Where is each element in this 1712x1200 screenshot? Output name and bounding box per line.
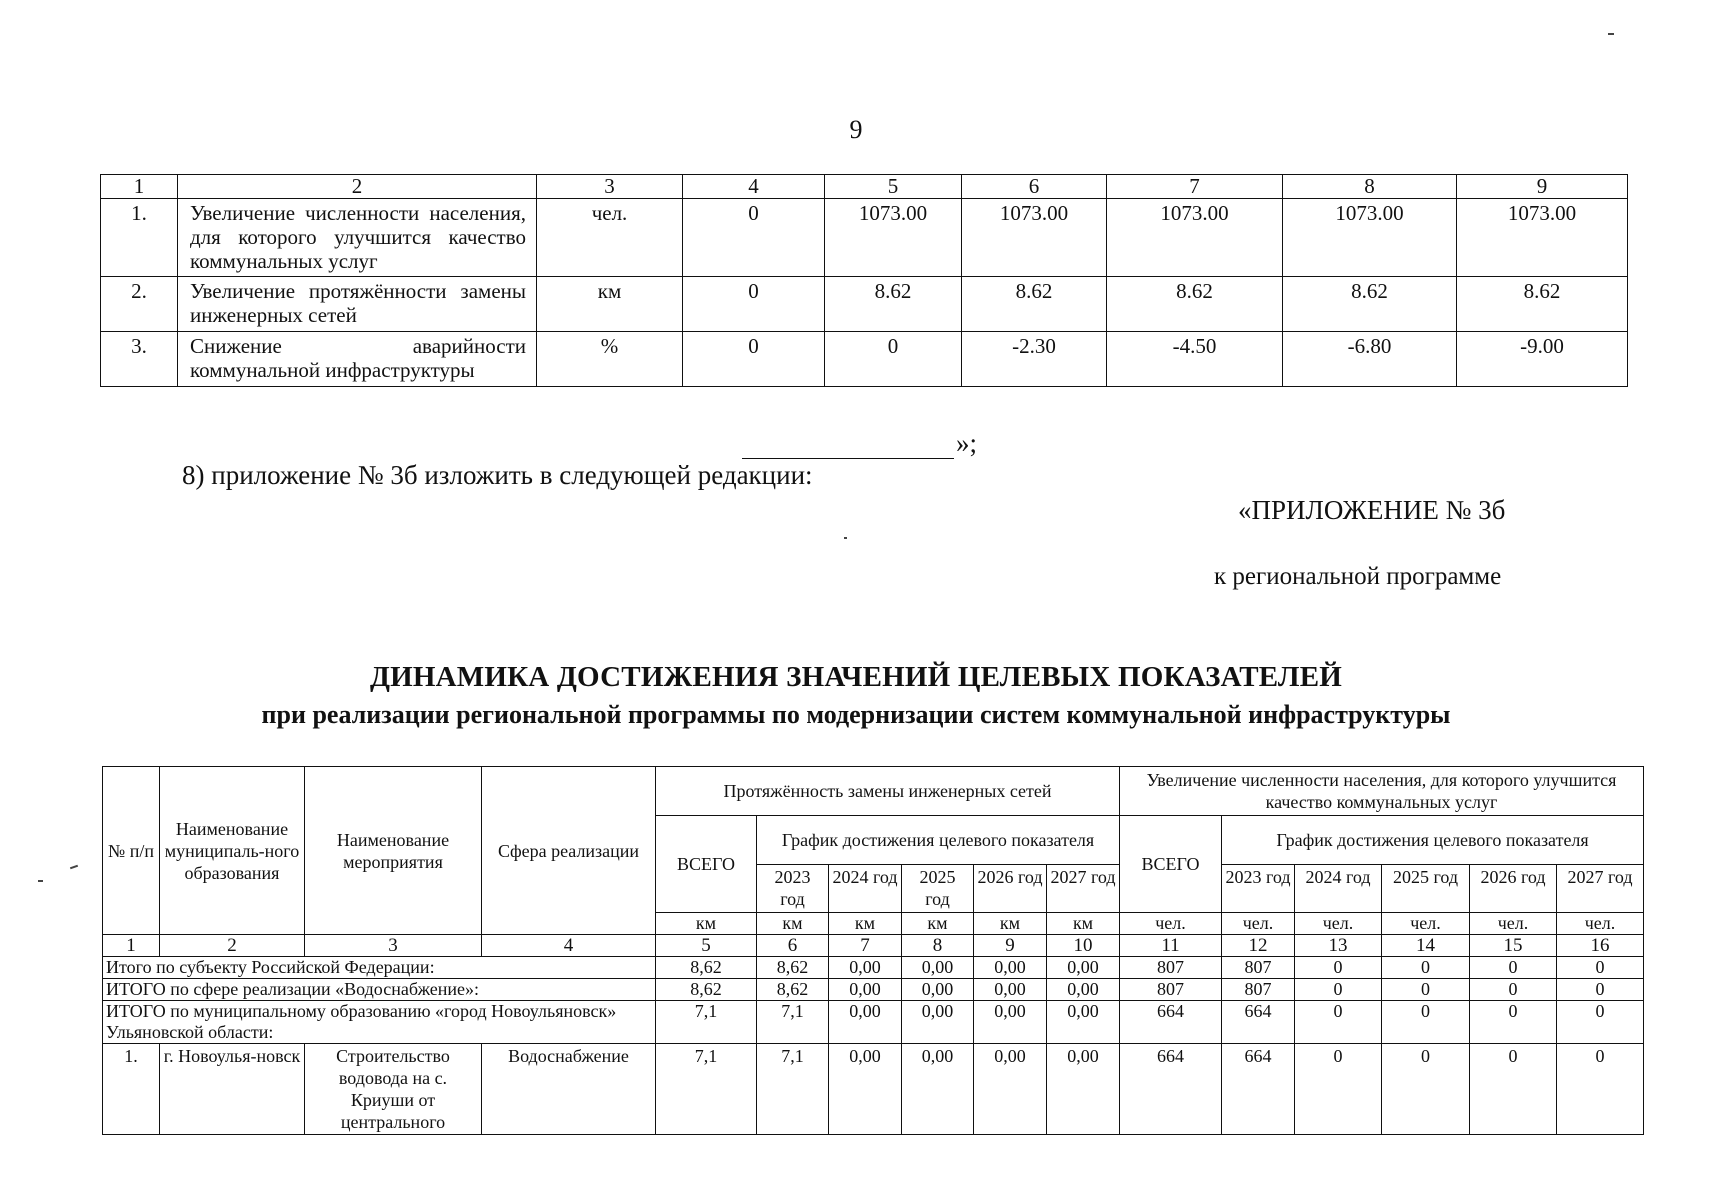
value-cell: 0 bbox=[1295, 1044, 1382, 1135]
row-number: 2. bbox=[101, 277, 178, 332]
summary-label: Итого по субъекту Российской Федерации: bbox=[103, 957, 656, 979]
value-cell: 1073.00 bbox=[825, 199, 962, 277]
value-cell: 1073.00 bbox=[1107, 199, 1283, 277]
municipality-name: г. Новоулья-новск bbox=[160, 1044, 305, 1135]
value-cell: 0 bbox=[1557, 957, 1644, 979]
year-header: 2023 год bbox=[1222, 865, 1295, 913]
value-cell: 807 bbox=[1120, 957, 1222, 979]
value-cell: 0 bbox=[683, 332, 825, 387]
value-cell: 664 bbox=[1120, 1001, 1222, 1044]
value-cell: 0,00 bbox=[902, 957, 974, 979]
scan-speck bbox=[844, 537, 847, 539]
value-cell: 0,00 bbox=[974, 957, 1047, 979]
document-title: ДИНАМИКА ДОСТИЖЕНИЯ ЗНАЧЕНИЙ ЦЕЛЕВЫХ ПОКАЗАТЕЛЕЙ bbox=[369, 661, 1343, 693]
header-number: № п/п bbox=[103, 767, 160, 935]
value-cell: 0,00 bbox=[1047, 1044, 1120, 1135]
column-number: 2 bbox=[160, 935, 305, 957]
value-cell: 1073.00 bbox=[962, 199, 1107, 277]
page-number: 9 bbox=[849, 115, 863, 144]
column-number: 6 bbox=[757, 935, 829, 957]
scan-speck bbox=[70, 865, 78, 870]
unit: % bbox=[537, 332, 683, 387]
header-sphere: Сфера реализации bbox=[482, 767, 656, 935]
value-cell: 0,00 bbox=[974, 1044, 1047, 1135]
column-number: 4 bbox=[683, 175, 825, 199]
unit-km: км bbox=[902, 913, 974, 935]
value-cell: -6.80 bbox=[1283, 332, 1457, 387]
table-header-row bbox=[101, 175, 1628, 199]
value-cell: -9.00 bbox=[1457, 332, 1628, 387]
column-number: 13 bbox=[1295, 935, 1382, 957]
column-number: 16 bbox=[1557, 935, 1644, 957]
value-cell: 8,62 bbox=[757, 979, 829, 1001]
column-number: 1 bbox=[103, 935, 160, 957]
value-cell: 0,00 bbox=[902, 1044, 974, 1135]
value-cell: 0,00 bbox=[1047, 957, 1120, 979]
value-cell: 0 bbox=[1382, 979, 1470, 1001]
value-cell: 0,00 bbox=[829, 979, 902, 1001]
year-header: 2023 год bbox=[757, 865, 829, 913]
value-cell: 0,00 bbox=[902, 1001, 974, 1044]
value-cell: 664 bbox=[1222, 1001, 1295, 1044]
value-cell: 8.62 bbox=[962, 277, 1107, 332]
unit: км bbox=[537, 277, 683, 332]
year-header: 2027 год bbox=[1557, 865, 1644, 913]
year-header: 2027 год bbox=[1047, 865, 1120, 913]
summary-row bbox=[103, 979, 1644, 1001]
unit-km: км bbox=[974, 913, 1047, 935]
value-cell: 0 bbox=[1557, 979, 1644, 1001]
unit-km: км bbox=[829, 913, 902, 935]
summary-row bbox=[103, 1001, 1644, 1044]
value-cell: 0 bbox=[1470, 1044, 1557, 1135]
row-number: 3. bbox=[101, 332, 178, 387]
unit-people: чел. bbox=[1120, 913, 1222, 935]
column-number: 7 bbox=[1107, 175, 1283, 199]
value-cell: 8,62 bbox=[656, 979, 757, 1001]
value-cell: -4.50 bbox=[1107, 332, 1283, 387]
unit-people: чел. bbox=[1557, 913, 1644, 935]
table-row bbox=[101, 277, 1628, 332]
header-schedule-km: График достижения целевого показателя bbox=[757, 816, 1120, 865]
value-cell: 0,00 bbox=[974, 1001, 1047, 1044]
indicator-name: Увеличение численности населения, для которого улучшится качество коммунальных услуг bbox=[178, 199, 537, 277]
value-cell: 807 bbox=[1222, 957, 1295, 979]
value-cell: 1073.00 bbox=[1457, 199, 1628, 277]
table-header-row bbox=[103, 767, 1644, 816]
row-number: 1. bbox=[101, 199, 178, 277]
header-network-length: Протяжённость замены инженерных сетей bbox=[656, 767, 1120, 816]
value-cell: 0 bbox=[1382, 1044, 1470, 1135]
value-cell: 0 bbox=[1382, 1001, 1470, 1044]
column-number: 6 bbox=[962, 175, 1107, 199]
unit-km: км bbox=[656, 913, 757, 935]
unit-people: чел. bbox=[1222, 913, 1295, 935]
value-cell: 8.62 bbox=[825, 277, 962, 332]
value-cell: 0 bbox=[683, 277, 825, 332]
unit-people: чел. bbox=[1470, 913, 1557, 935]
value-cell: 0,00 bbox=[902, 979, 974, 1001]
quote-end bbox=[742, 428, 977, 459]
unit-people: чел. bbox=[1295, 913, 1382, 935]
column-number: 14 bbox=[1382, 935, 1470, 957]
summary-label: ИТОГО по муниципальному образованию «город Новоульяновск» Ульяновской области: bbox=[103, 1001, 656, 1044]
sphere-name: Водоснабжение bbox=[482, 1044, 656, 1135]
value-cell: 0 bbox=[1557, 1044, 1644, 1135]
scan-speck bbox=[38, 880, 43, 882]
appendix-title: «ПРИЛОЖЕНИЕ № 3б bbox=[1238, 495, 1506, 525]
dynamics-table bbox=[102, 766, 1644, 1135]
instruction-text: 8) приложение № 3б изложить в следующей редакции: bbox=[182, 460, 813, 490]
value-cell: 0,00 bbox=[829, 1044, 902, 1135]
column-number: 8 bbox=[902, 935, 974, 957]
value-cell: 0 bbox=[1295, 1001, 1382, 1044]
value-cell: 7,1 bbox=[757, 1001, 829, 1044]
column-number: 8 bbox=[1283, 175, 1457, 199]
value-cell: 0 bbox=[1382, 957, 1470, 979]
table-row bbox=[101, 199, 1628, 277]
header-population: Увеличение численности населения, для которого улучшится качество коммунальных услуг bbox=[1120, 767, 1644, 816]
table-row bbox=[103, 1044, 1644, 1135]
column-number: 12 bbox=[1222, 935, 1295, 957]
column-number: 2 bbox=[178, 175, 537, 199]
value-cell: 0 bbox=[1557, 1001, 1644, 1044]
value-cell: 0,00 bbox=[829, 957, 902, 979]
value-cell: 8.62 bbox=[1457, 277, 1628, 332]
column-number: 9 bbox=[1457, 175, 1628, 199]
column-number: 11 bbox=[1120, 935, 1222, 957]
column-numbers-row bbox=[103, 935, 1644, 957]
year-header: 2025 год bbox=[1382, 865, 1470, 913]
year-header: 2026 год bbox=[1470, 865, 1557, 913]
value-cell: 7,1 bbox=[656, 1001, 757, 1044]
value-cell: 0,00 bbox=[974, 979, 1047, 1001]
year-header: 2026 год bbox=[974, 865, 1047, 913]
column-number: 10 bbox=[1047, 935, 1120, 957]
year-header: 2024 год bbox=[1295, 865, 1382, 913]
value-cell: 0 bbox=[683, 199, 825, 277]
value-cell: 0 bbox=[1470, 1001, 1557, 1044]
row-number: 1. bbox=[103, 1044, 160, 1135]
indicator-name: Снижение аварийности коммунальной инфраструктуры bbox=[178, 332, 537, 387]
value-cell: 8,62 bbox=[656, 957, 757, 979]
value-cell: 0,00 bbox=[829, 1001, 902, 1044]
appendix-subtitle: к региональной программе bbox=[1214, 563, 1502, 590]
column-number: 4 bbox=[482, 935, 656, 957]
column-number: 7 bbox=[829, 935, 902, 957]
value-cell: 0 bbox=[825, 332, 962, 387]
unit-km: км bbox=[757, 913, 829, 935]
summary-label: ИТОГО по сфере реализации «Водоснабжение»: bbox=[103, 979, 656, 1001]
column-number: 3 bbox=[537, 175, 683, 199]
year-header: 2024 год bbox=[829, 865, 902, 913]
value-cell: 8.62 bbox=[1283, 277, 1457, 332]
quote-end-text: »; bbox=[956, 428, 978, 458]
value-cell: 0 bbox=[1295, 979, 1382, 1001]
value-cell: 7,1 bbox=[656, 1044, 757, 1135]
column-number: 3 bbox=[305, 935, 482, 957]
value-cell: 0,00 bbox=[1047, 979, 1120, 1001]
value-cell: 807 bbox=[1120, 979, 1222, 1001]
indicator-name: Увеличение протяжённости замены инженерных сетей bbox=[178, 277, 537, 332]
year-header: 2025 год bbox=[902, 865, 974, 913]
value-cell: 0,00 bbox=[1047, 1001, 1120, 1044]
value-cell: 7,1 bbox=[757, 1044, 829, 1135]
document-subtitle: при реализации региональной программы по модернизации систем коммунальной инфраструктуры bbox=[261, 700, 1451, 729]
indicators-table bbox=[100, 174, 1628, 387]
value-cell: 0 bbox=[1470, 979, 1557, 1001]
value-cell: 664 bbox=[1120, 1044, 1222, 1135]
header-municipality: Наименование муниципаль-ного образования bbox=[160, 767, 305, 935]
value-cell: 664 bbox=[1222, 1044, 1295, 1135]
header-total-people: ВСЕГО bbox=[1120, 816, 1222, 913]
header-total-km: ВСЕГО bbox=[656, 816, 757, 913]
column-number: 9 bbox=[974, 935, 1047, 957]
value-cell: 807 bbox=[1222, 979, 1295, 1001]
summary-row bbox=[103, 957, 1644, 979]
unit-people: чел. bbox=[1382, 913, 1470, 935]
column-number: 15 bbox=[1470, 935, 1557, 957]
signature-line bbox=[742, 434, 954, 459]
header-schedule-people: График достижения целевого показателя bbox=[1222, 816, 1644, 865]
column-number: 1 bbox=[101, 175, 178, 199]
unit-km: км bbox=[1047, 913, 1120, 935]
value-cell: -2.30 bbox=[962, 332, 1107, 387]
value-cell: 8.62 bbox=[1107, 277, 1283, 332]
unit: чел. bbox=[537, 199, 683, 277]
column-number: 5 bbox=[656, 935, 757, 957]
value-cell: 0 bbox=[1470, 957, 1557, 979]
value-cell: 0 bbox=[1295, 957, 1382, 979]
value-cell: 1073.00 bbox=[1283, 199, 1457, 277]
header-event: Наименование мероприятия bbox=[305, 767, 482, 935]
event-name: Строительство водовода на с. Криуши от центрального bbox=[305, 1044, 482, 1135]
value-cell: 8,62 bbox=[757, 957, 829, 979]
scan-speck bbox=[1608, 33, 1614, 35]
column-number: 5 bbox=[825, 175, 962, 199]
table-row bbox=[101, 332, 1628, 387]
